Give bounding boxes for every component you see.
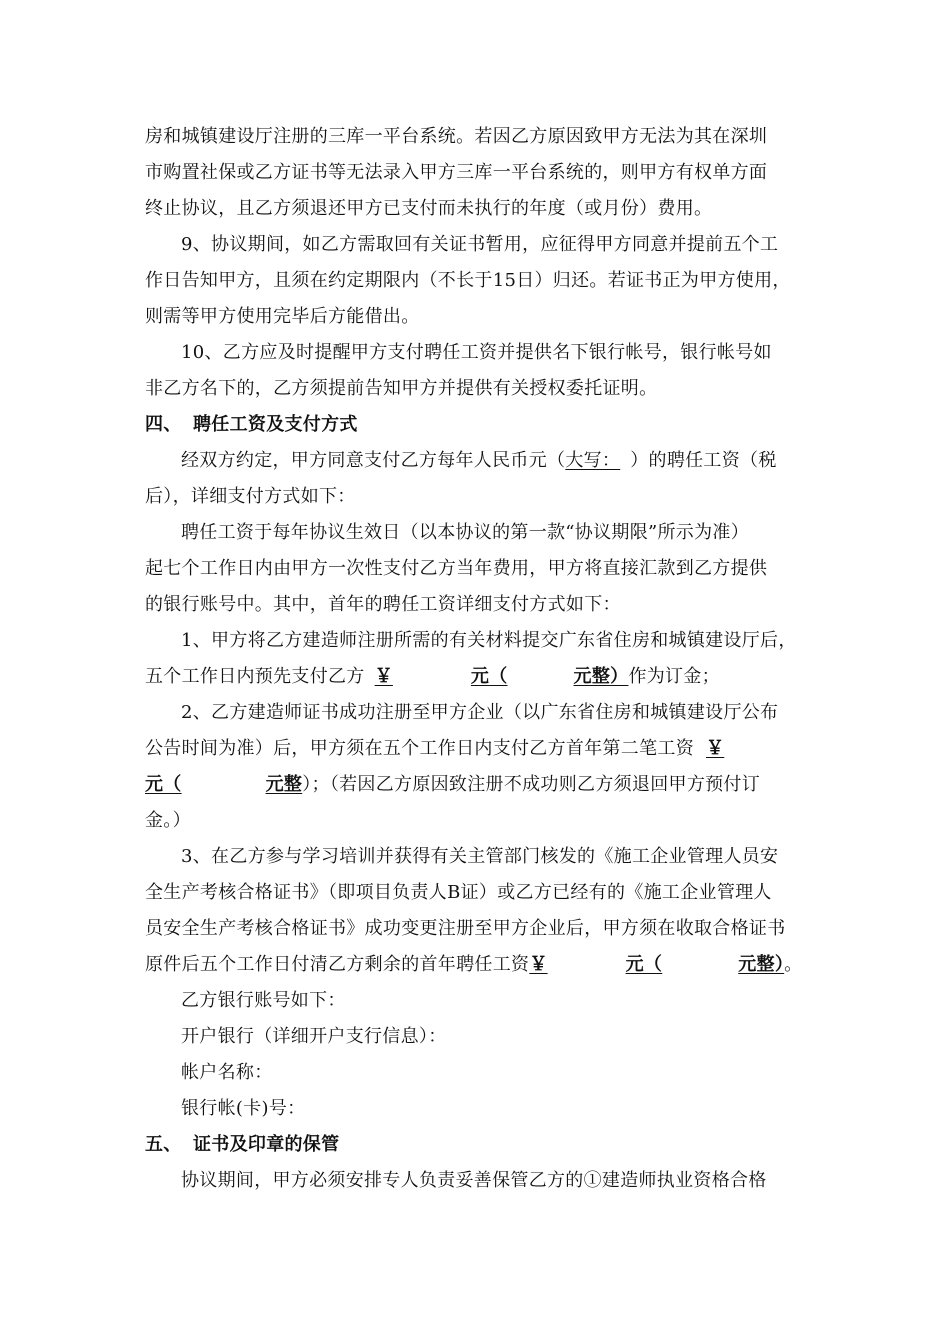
text-line: 聘任工资于每年协议生效日（以本协议的第一款“协议期限”所示为准）: [181, 522, 750, 543]
bank-account-number-field: 银行帐(卡)号：: [181, 1098, 306, 1119]
text-line: 房和城镇建设厅注册的三库一平台系统。若因乙方原因致甲方无法为其在深圳: [145, 126, 768, 147]
clause-10-line: 10、乙方应及时提醒甲方支付聘任工资并提供名下银行帐号，银行帐号如: [181, 342, 772, 363]
text-line: 协议期间，甲方必须安排专人负责妥善保管乙方的①建造师执业资格合格: [181, 1170, 767, 1191]
second-salary-blank-cont: 元（ 元整: [145, 774, 303, 795]
text-line: 全生产考核合格证书》（即项目负责人B证）或乙方已经有的《施工企业管理人: [145, 882, 772, 903]
text-line: 后），详细支付方式如下：: [145, 486, 356, 507]
text-line: 的银行账号中。其中，首年的聘任工资详细支付方式如下：: [145, 594, 621, 615]
text-line: 员安全生产考核合格证书》成功变更注册至甲方企业后，甲方须在收取合格证书: [145, 918, 786, 939]
payment-item-1: 1、甲方将乙方建造师注册所需的有关材料提交广东省住房和城镇建设厅后，: [181, 630, 797, 651]
clause-9-line: 9、协议期间，如乙方需取回有关证书暂用，应征得甲方同意并提前五个工: [181, 234, 779, 255]
section-title: 证书及印章的保管: [193, 1134, 340, 1155]
text-line: 终止协议，且乙方须退还甲方已支付而未执行的年度（或月份）费用。: [145, 198, 713, 219]
text-line: 作日告知甲方，且须在约定期限内（不长于15日）归还。若证书正为甲方使用，: [145, 270, 791, 291]
second-salary-blank: ￥: [706, 738, 725, 759]
section-number: 四、: [145, 414, 182, 435]
bank-branch-field: 开户银行（详细开户支行信息）：: [181, 1026, 447, 1047]
text-line: 金。）: [145, 810, 191, 831]
amount-in-words-blank: 大写：: [565, 450, 621, 471]
text-line: 起七个工作日内由甲方一次性支付乙方当年费用，甲方将直接汇款到乙方提供: [145, 558, 768, 579]
payment-item-3: 3、在乙方参与学习培训并获得有关主管部门核发的《施工企业管理人员安: [181, 846, 779, 867]
bank-intro: 乙方银行账号如下：: [181, 990, 346, 1011]
section-5-heading: [145, 1133, 815, 1157]
payment-item-1-amount: 五个工作日内预先支付乙方 ￥ 元（ 元整）作为订金；: [145, 666, 720, 687]
text-line: 公告时间为准）后，甲方须在五个工作日内支付乙方首年第二笔工资 ￥: [145, 738, 725, 759]
text-line: 原件后五个工作日付清乙方剩余的首年聘任工资￥ 元（ 元整）。: [145, 954, 803, 975]
text-line: 元（ 元整）；（若因乙方原因致注册不成功则乙方须退回甲方预付订: [145, 774, 761, 795]
deposit-amount-blank: ￥ 元（ 元整）: [374, 666, 629, 687]
section-4-heading: [145, 413, 815, 437]
text-line: 非乙方名下的，乙方须提前告知甲方并提供有关授权委托证明。: [145, 378, 658, 399]
salary-paragraph: 经双方约定，甲方同意支付乙方每年人民币元（大写： ）的聘任工资（税: [181, 450, 777, 471]
text-line: 市购置社保或乙方证书等无法录入甲方三库一平台系统的，则甲方有权单方面: [145, 162, 768, 183]
payment-item-2: 2、乙方建造师证书成功注册至甲方企业（以广东省住房和城镇建设厅公布: [181, 702, 779, 723]
section-title: 聘任工资及支付方式: [193, 414, 358, 435]
remaining-salary-blank: ￥ 元（ 元整）: [529, 954, 785, 975]
text-line: 则需等甲方使用完毕后方能借出。: [145, 306, 420, 327]
section-number: 五、: [145, 1134, 182, 1155]
bank-account-name-field: 帐户名称：: [181, 1062, 273, 1083]
